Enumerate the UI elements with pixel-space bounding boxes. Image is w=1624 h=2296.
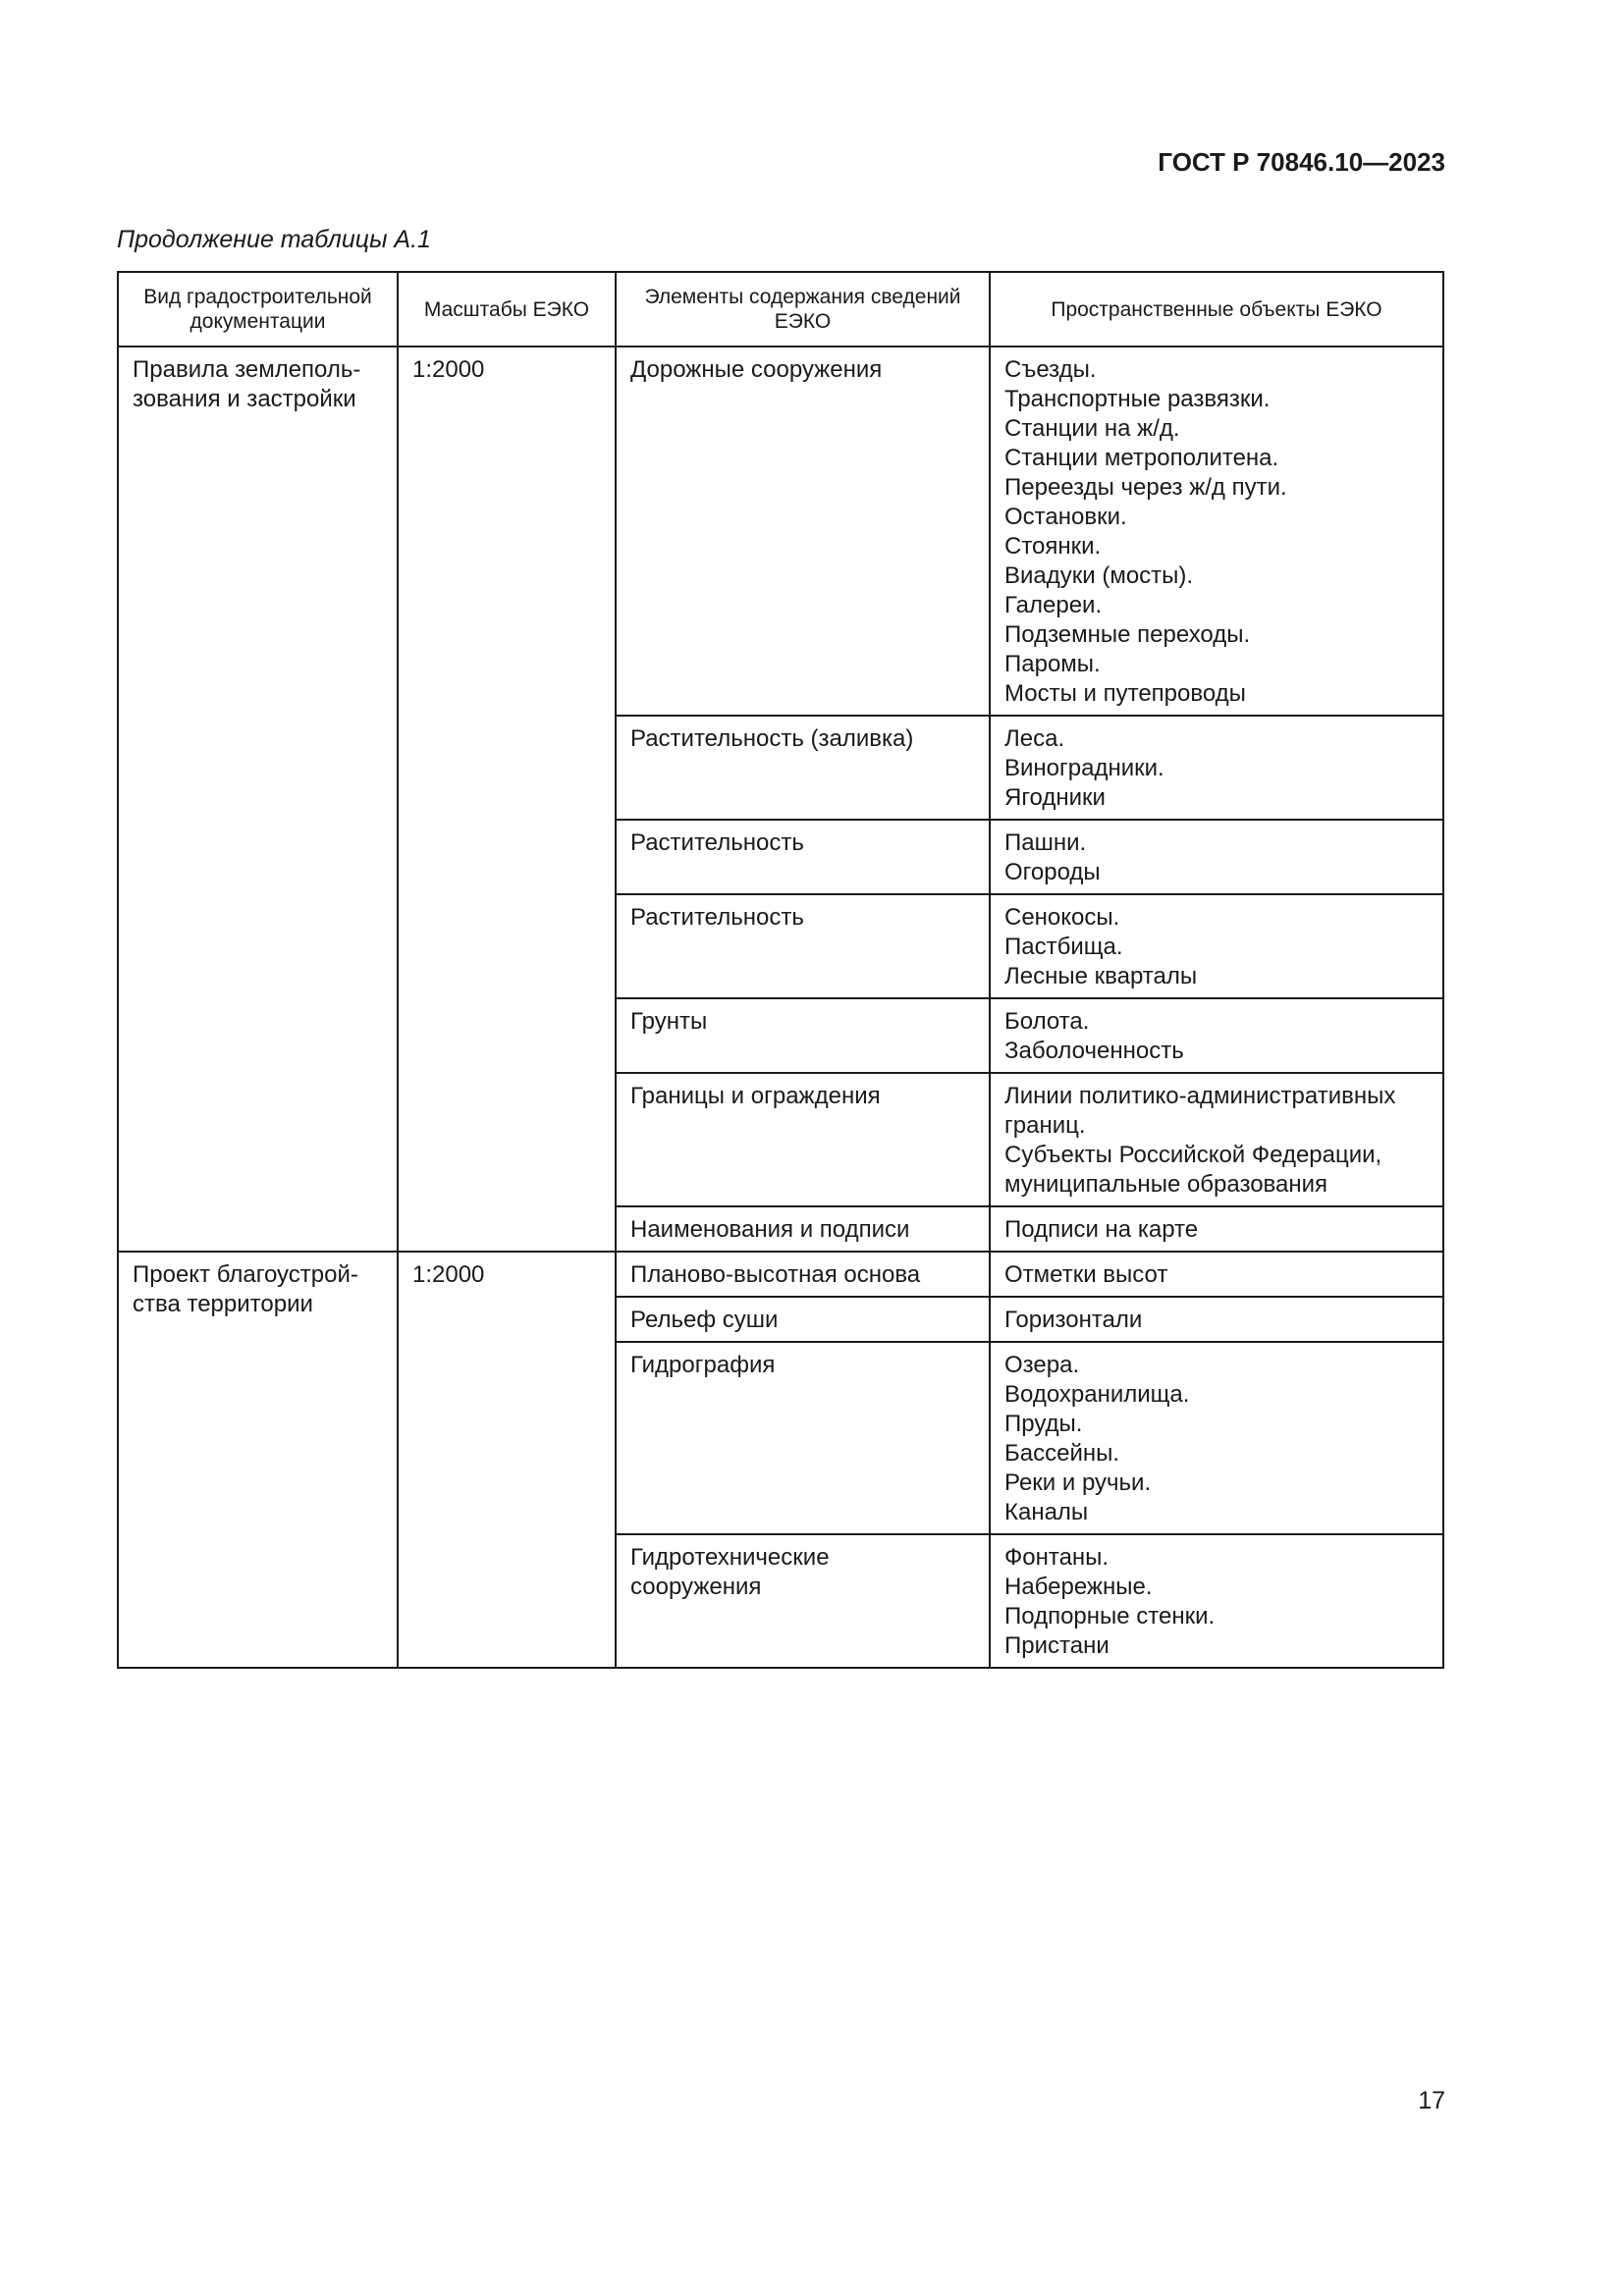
table-row — [118, 347, 1443, 716]
element-cell — [616, 998, 990, 1073]
objects-cell-line: Линии политико-административных — [1004, 1083, 1396, 1109]
objects-cell-line: Стоянки. — [1004, 533, 1102, 560]
objects-cell-line: Горизонтали — [1004, 1307, 1143, 1333]
objects-cell — [990, 998, 1443, 1073]
doc-type-cell-line: Правила землеполь- — [133, 356, 361, 383]
element-cell — [616, 1342, 990, 1534]
objects-cell-line: Подземные переходы. — [1004, 621, 1251, 648]
element-cell — [616, 1534, 990, 1668]
doc-type-cell-line: Проект благоустрой- — [133, 1261, 358, 1288]
objects-cell-line: Подписи на карте — [1004, 1216, 1199, 1243]
objects-cell-line: Каналы — [1004, 1499, 1089, 1525]
element-cell-line: Наименования и подписи — [630, 1216, 910, 1243]
objects-cell-line: Леса. — [1004, 725, 1065, 752]
objects-cell-line: Лесные кварталы — [1004, 963, 1198, 989]
objects-cell-line: Водохранилища. — [1004, 1381, 1190, 1408]
element-cell-line: Гидротехнические — [630, 1544, 830, 1571]
column-header: Элементы содержания сведений ЕЭКО — [616, 272, 990, 347]
table-header-row — [118, 272, 1443, 347]
element-cell-line: Планово-высотная основа — [630, 1261, 921, 1288]
table-caption: Продолжение таблицы А.1 — [117, 226, 431, 253]
objects-cell — [990, 716, 1443, 820]
objects-cell — [990, 1342, 1443, 1534]
element-cell — [616, 716, 990, 820]
doc-type-cell — [118, 1252, 398, 1668]
objects-cell-line: муниципальные образования — [1004, 1171, 1328, 1198]
column-header: Пространственные объекты ЕЭКО — [990, 272, 1443, 347]
objects-cell-line: Паромы. — [1004, 651, 1101, 677]
page-number: 17 — [1418, 2087, 1445, 2114]
column-header: Вид градостроительной документации — [118, 272, 398, 347]
element-cell — [616, 1073, 990, 1206]
scale-cell: 1:2000 — [398, 1252, 616, 1668]
element-cell — [616, 1297, 990, 1342]
objects-cell-line: Виадуки (мосты). — [1004, 562, 1194, 589]
objects-cell-line: Субъекты Российской Федерации, — [1004, 1142, 1382, 1168]
objects-cell — [990, 1252, 1443, 1297]
element-cell-line: Гидрография — [630, 1352, 776, 1378]
objects-cell-line: Подпорные стенки. — [1004, 1603, 1216, 1629]
doc-type-cell-line: ства территории — [133, 1291, 313, 1317]
objects-cell-line: Заболоченность — [1004, 1038, 1184, 1064]
objects-cell-line: Остановки. — [1004, 504, 1127, 530]
element-cell — [616, 1252, 990, 1297]
objects-cell-line: Мосты и путепроводы — [1004, 680, 1246, 707]
document-code: ГОСТ Р 70846.10—2023 — [1158, 147, 1445, 177]
element-cell-line: Дорожные сооружения — [630, 356, 883, 383]
column-header: Масштабы ЕЭКО — [398, 272, 616, 347]
objects-cell-line: Сенокосы. — [1004, 904, 1120, 931]
element-cell-line: Рельеф суши — [630, 1307, 779, 1333]
objects-cell-line: Озера. — [1004, 1352, 1080, 1378]
objects-cell — [990, 1073, 1443, 1206]
objects-cell-line: Реки и ручьи. — [1004, 1469, 1152, 1496]
objects-cell-line: Переезды через ж/д пути. — [1004, 474, 1287, 501]
objects-cell-line: Съезды. — [1004, 356, 1097, 383]
objects-cell — [990, 894, 1443, 998]
element-cell-line: Растительность (заливка) — [630, 725, 914, 752]
data-table — [117, 271, 1444, 1669]
objects-cell — [990, 1297, 1443, 1342]
objects-cell-line: Ягодники — [1004, 784, 1106, 811]
objects-cell-line: Набережные. — [1004, 1574, 1153, 1600]
element-cell — [616, 347, 990, 716]
objects-cell-line: Пруды. — [1004, 1411, 1083, 1437]
objects-cell-line: Болота. — [1004, 1008, 1090, 1035]
objects-cell-line: Виноградники. — [1004, 755, 1164, 781]
scale-cell: 1:2000 — [398, 347, 616, 1252]
objects-cell-line: Бассейны. — [1004, 1440, 1120, 1467]
element-cell-line: сооружения — [630, 1574, 762, 1600]
objects-cell-line: Отметки высот — [1004, 1261, 1168, 1288]
objects-cell-line: Фонтаны. — [1004, 1544, 1110, 1571]
element-cell-line: Растительность — [630, 904, 804, 931]
doc-type-cell — [118, 347, 398, 1252]
objects-cell-line: Пастбища. — [1004, 934, 1123, 960]
element-cell-line: Растительность — [630, 829, 804, 856]
objects-cell — [990, 820, 1443, 894]
element-cell — [616, 894, 990, 998]
objects-cell-line: Огороды — [1004, 859, 1101, 885]
objects-cell-line: Станции на ж/д. — [1004, 415, 1180, 442]
element-cell-line: Грунты — [630, 1008, 708, 1035]
objects-cell — [990, 1206, 1443, 1252]
element-cell — [616, 820, 990, 894]
objects-cell — [990, 1534, 1443, 1668]
doc-type-cell-line: зования и застройки — [133, 386, 356, 412]
element-cell — [616, 1206, 990, 1252]
element-cell-line: Границы и ограждения — [630, 1083, 881, 1109]
objects-cell-line: Пристани — [1004, 1632, 1110, 1659]
objects-cell-line: Транспортные развязки. — [1004, 386, 1271, 412]
objects-cell-line: Галереи. — [1004, 592, 1103, 618]
objects-cell-line: Пашни. — [1004, 829, 1087, 856]
objects-cell-line: Станции метрополитена. — [1004, 445, 1279, 471]
objects-cell-line: границ. — [1004, 1112, 1086, 1139]
table-row — [118, 1252, 1443, 1297]
objects-cell — [990, 347, 1443, 716]
table-body — [118, 347, 1443, 1668]
